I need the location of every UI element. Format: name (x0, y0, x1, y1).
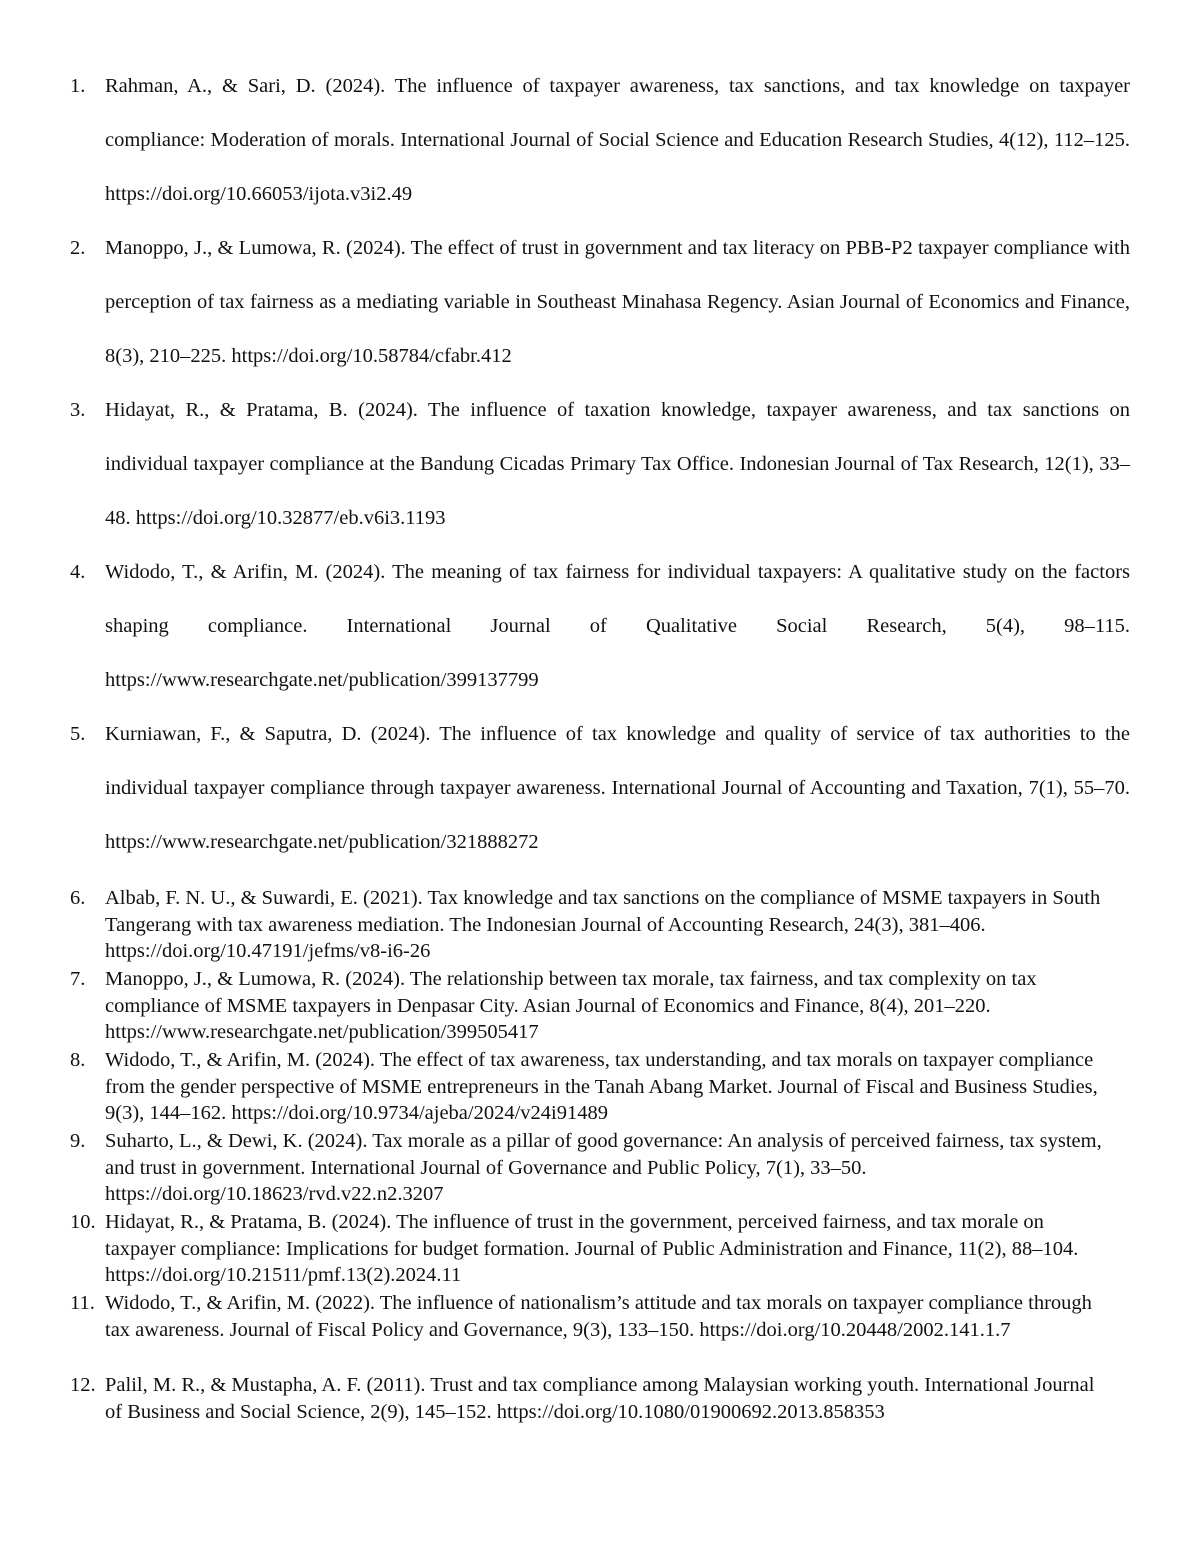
reference-number: 1. (70, 75, 86, 97)
reference-item-4 (70, 545, 1130, 707)
reference-item-11 (70, 1290, 1130, 1343)
reference-item-8 (70, 1047, 1130, 1127)
reference-number: 9. (70, 1130, 86, 1152)
reference-number: 11. (70, 1292, 95, 1314)
reference-text: Suharto, L., & Dewi, K. (2024). Tax morale as a pillar of good governance: An analysis of perceived fairness, tax system, and trust in government. International Journal of Governance and Public Policy, 7(1), 33–50. https://doi.org/10.18623/rvd.v22.n2.3207 (105, 1130, 1102, 1205)
reference-text: Albab, F. N. U., & Suwardi, E. (2021). Tax knowledge and tax sanctions on the compliance of MSME taxpayers in South Tangerang with tax awareness mediation. The Indonesian Journal of Accounting Research, 24(3), 381–406. https://doi.org/10.47191/jefms/v8-i6-26 (105, 887, 1101, 962)
reference-number: 10. (70, 1211, 96, 1233)
reference-item-9 (70, 1128, 1130, 1208)
reference-number: 12. (70, 1374, 96, 1396)
reference-item-10 (70, 1209, 1130, 1289)
reference-text: Hidayat, R., & Pratama, B. (2024). The influence of trust in the government, perceived fairness, and tax morale on taxpayer compliance: Implications for budget formation. Journal of Public Administration and Finance, 11(2), 88–104. https://doi.org/10.21511/pmf.13(2).2024.11 (105, 1211, 1079, 1286)
reference-text: Palil, M. R., & Mustapha, A. F. (2011). Trust and tax compliance among Malaysian working youth. International Journal of Business and Social Science, 2(9), 145–152. https://doi.org/10.1080/01900692.2013.858353 (105, 1374, 1095, 1423)
reference-text: Manoppo, J., & Lumowa, R. (2024). The relationship between tax morale, tax fairness, and tax complexity on tax compliance of MSME taxpayers in Denpasar City. Asian Journal of Economics and Finance, 8(4), 201–220. https://www.researchgate.net/publication/399505417 (105, 968, 1037, 1043)
reference-text: Manoppo, J., & Lumowa, R. (2024). The effect of trust in government and tax literacy on PBB-P2 taxpayer compliance with perception of tax fairness as a mediating variable in Southeast Minahasa Regency. Asian Journal of Economics and Finance, 8(3), 210–225. https://doi.org/10.58784/cfabr.412 (105, 237, 1130, 367)
reference-text: Hidayat, R., & Pratama, B. (2024). The influence of taxation knowledge, taxpayer awareness, and tax sanctions on individual taxpayer compliance at the Bandung Cicadas Primary Tax Office. Indonesian Journal of Tax Research, 12(1), 33–48. https://doi.org/10.32877/eb.v6i3.1193 (105, 399, 1130, 529)
reference-item-7 (70, 966, 1130, 1046)
reference-text: Widodo, T., & Arifin, M. (2024). The effect of tax awareness, tax understanding, and tax morals on taxpayer compliance from the gender perspective of MSME entrepreneurs in the Tanah Abang Market. Journal of Fiscal and Business Studies, 9(3), 144–162. https://doi.org/10.9734/ajeba/2024/v24i91489 (105, 1049, 1098, 1124)
reference-item-1 (70, 59, 1130, 221)
reference-number: 2. (70, 237, 86, 259)
reference-item-6 (70, 885, 1130, 965)
reference-item-5 (70, 707, 1130, 869)
reference-number: 5. (70, 723, 86, 745)
reference-number: 7. (70, 968, 86, 990)
reference-text: Rahman, A., & Sari, D. (2024). The influence of taxpayer awareness, tax sanctions, and tax knowledge on taxpayer compliance: Moderation of morals. International Journal of Social Science and Education Research Studies, 4(12), 112–125. https://doi.org/10.66053/ijota.v3i2.49 (105, 75, 1130, 205)
reference-item-2 (70, 221, 1130, 383)
reference-item-3 (70, 383, 1130, 545)
reference-number: 3. (70, 399, 86, 421)
reference-item-12 (70, 1372, 1130, 1425)
reference-text: Kurniawan, F., & Saputra, D. (2024). The influence of tax knowledge and quality of service of tax authorities to the individual taxpayer compliance through taxpayer awareness. International Journal of Accounting and Taxation, 7(1), 55–70. https://www.researchgate.net/publication/321888272 (105, 723, 1130, 853)
reference-number: 6. (70, 887, 86, 909)
reference-number: 4. (70, 561, 86, 583)
reference-text: Widodo, T., & Arifin, M. (2024). The meaning of tax fairness for individual taxpayers: A qualitative study on the factors shaping compliance. International Journal of Qualitative Social Research, 5(4), 98–115. https://www.researchgate.net/publication/399137799 (105, 561, 1130, 691)
reference-text: Widodo, T., & Arifin, M. (2022). The influence of nationalism’s attitude and tax morals on taxpayer compliance through tax awareness. Journal of Fiscal Policy and Governance, 9(3), 133–150. https://doi.org/10.20448/2002.141.1.7 (105, 1292, 1092, 1341)
reference-number: 8. (70, 1049, 86, 1071)
